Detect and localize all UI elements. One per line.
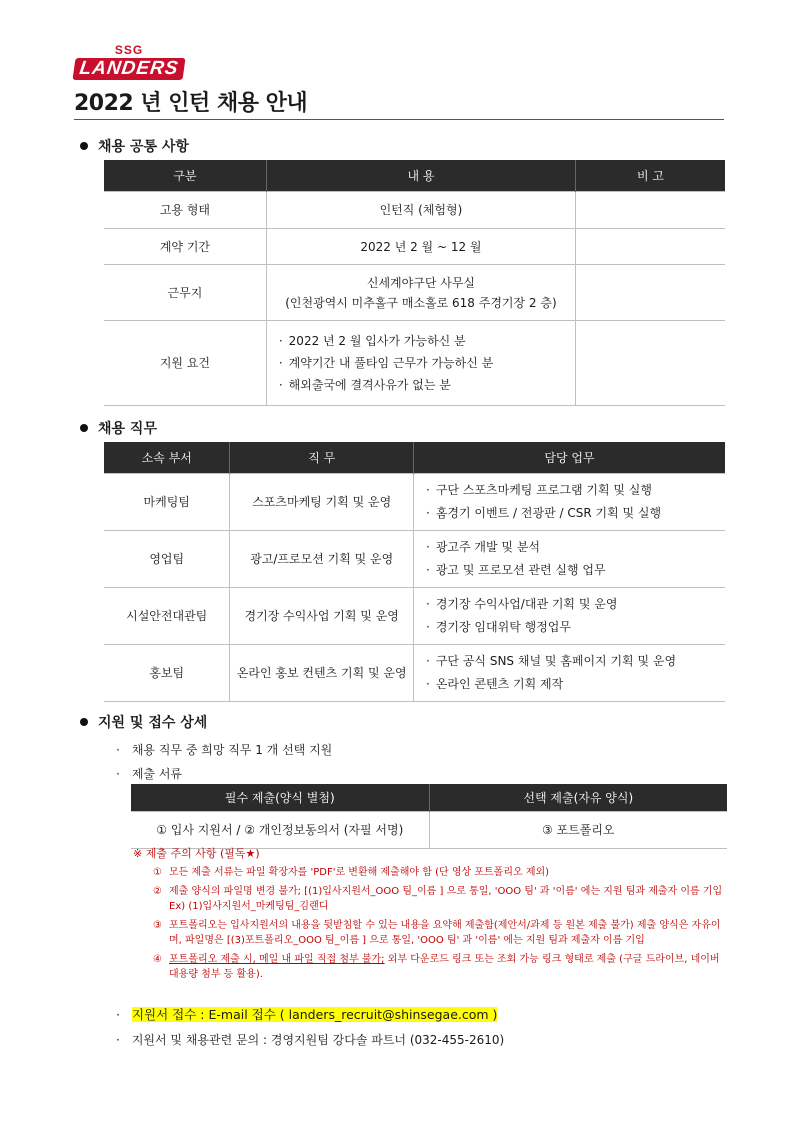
tasks-cell: · 구단 공식 SNS 채널 및 홈페이지 기획 및 운영 · 온라인 콘텐츠 기획 제작 bbox=[414, 645, 725, 702]
row-content: 2022 년 2 월 ~ 12 월 bbox=[266, 229, 575, 265]
column-header: 직 무 bbox=[230, 442, 414, 474]
row-note bbox=[576, 265, 725, 321]
apply-item-choose-job: · 채용 직무 중 희망 직무 1 개 선택 지원 bbox=[116, 743, 333, 757]
row-label: 고용 형태 bbox=[104, 192, 266, 229]
column-header: 내 용 bbox=[266, 160, 575, 192]
column-header: 비 고 bbox=[576, 160, 725, 192]
note-item: ④ 포트폴리오 제출 시, 메일 내 파일 직접 첨부 불가; 외부 다운로드 링크 또는 조회 가능 링크 형태로 제출 (구글 드라이브, 네이버 대용량 첨부 등 활용). bbox=[153, 954, 720, 980]
apply-item-documents: · 제출 서류 bbox=[116, 767, 183, 781]
table-row bbox=[104, 531, 725, 588]
table-row bbox=[104, 321, 725, 406]
table-row bbox=[104, 192, 725, 229]
dept-cell: 홍보팀 bbox=[104, 645, 230, 702]
note-item: ① 모든 제출 서류는 파일 확장자를 'PDF'로 변환해 제출해야 함 (단 영상 포트폴리오 제외) bbox=[153, 867, 550, 878]
logo-landers-text: LANDERS bbox=[72, 58, 185, 80]
column-header: 담당 업무 bbox=[414, 442, 725, 474]
dept-cell: 영업팀 bbox=[104, 531, 230, 588]
job-cell: 스포츠마케팅 기획 및 운영 bbox=[230, 474, 414, 531]
tasks-cell: · 구단 스포츠마케팅 프로그램 기획 및 실행 · 홈경기 이벤트 / 전광판 / CSR 기획 및 실행 bbox=[414, 474, 725, 531]
table-row bbox=[104, 588, 725, 645]
logo-ssg-text: SSG bbox=[114, 43, 144, 57]
tasks-cell: · 광고주 개발 및 분석 · 광고 및 프로모션 관련 실행 업무 bbox=[414, 531, 725, 588]
landers-logo bbox=[74, 44, 184, 80]
row-content: · 2022 년 2 월 입사가 가능하신 분 · 계약기간 내 풀타임 근무가 가능하신 분 · 해외출국에 결격사유가 없는 분 bbox=[266, 321, 575, 406]
section-heading-apply: 지원 및 접수 상세 bbox=[80, 712, 207, 732]
job-cell: 경기장 수익사업 기획 및 운영 bbox=[230, 588, 414, 645]
table-row bbox=[104, 474, 725, 531]
optional-docs-cell: ③ 포트폴리오 bbox=[429, 812, 727, 849]
row-note bbox=[576, 192, 725, 229]
bullet-dot-icon bbox=[80, 424, 88, 432]
email-submission-line: · 지원서 접수 : E-mail 접수 ( landers_recruit@shinsegae.com ) bbox=[116, 1007, 498, 1022]
note-item: ② 제출 양식의 파일명 변경 불가; [(1)입사지원서_OOO 팀_이름 ] 으로 통일, 'OOO 팀' 과 '이름' 에는 지원 팀과 제출자 이름 기입 Ex) (1)입사지원서_마케팅팀_김랜디 bbox=[153, 886, 723, 912]
job-cell: 온라인 홍보 컨텐츠 기획 및 운영 bbox=[230, 645, 414, 702]
table-header-row bbox=[104, 442, 725, 474]
row-content: 신세계야구단 사무실 (인천광역시 미추홀구 매소홀로 618 주경기장 2 층) bbox=[266, 265, 575, 321]
submission-notes bbox=[133, 846, 728, 986]
common-info-table bbox=[104, 160, 725, 406]
table-header-row bbox=[131, 784, 727, 812]
jobs-table bbox=[104, 442, 725, 702]
contact-line: · 지원서 및 채용관련 문의 : 경영지원팀 강다솔 파트너 (032-455-2610) bbox=[116, 1033, 505, 1047]
required-docs-cell: ① 입사 지원서 / ② 개인정보동의서 (자필 서명) bbox=[131, 812, 429, 849]
row-label: 지원 요건 bbox=[104, 321, 266, 406]
table-row bbox=[131, 812, 727, 849]
table-header-row bbox=[104, 160, 725, 192]
row-label: 근무지 bbox=[104, 265, 266, 321]
column-header: 선택 제출(자유 양식) bbox=[429, 784, 727, 812]
dept-cell: 시설안전대관팀 bbox=[104, 588, 230, 645]
table-row bbox=[104, 265, 725, 321]
job-cell: 광고/프로모션 기획 및 운영 bbox=[230, 531, 414, 588]
dept-cell: 마케팅팀 bbox=[104, 474, 230, 531]
documents-table bbox=[131, 784, 727, 849]
row-label: 계약 기간 bbox=[104, 229, 266, 265]
bullet-dot-icon bbox=[80, 718, 88, 726]
row-content: 인턴직 (체험형) bbox=[266, 192, 575, 229]
title-divider bbox=[74, 119, 724, 120]
notes-heading: ※ 제출 주의 사항 (필독★) bbox=[133, 847, 260, 860]
row-note bbox=[576, 229, 725, 265]
tasks-cell: · 경기장 수익사업/대관 기획 및 운영 · 경기장 임대위탁 행정업무 bbox=[414, 588, 725, 645]
section-heading-jobs: 채용 직무 bbox=[80, 418, 157, 438]
column-header: 소속 부서 bbox=[104, 442, 230, 474]
row-note bbox=[576, 321, 725, 406]
note-item: ③ 포트폴리오는 입사지원서의 내용을 뒷받침할 수 있는 내용을 요약해 제출함(제안서/과제 등 원본 제출 불가) 제출 양식은 자유이며, 파일명은 [(3)포트폴리오_OOO 팀_이름 ] 으로 통일, 'OOO 팀' 과 '이름' 에는 지원 팀과 제출자 이름 기입 bbox=[153, 920, 721, 946]
column-header: 필수 제출(양식 별첨) bbox=[131, 784, 429, 812]
table-row bbox=[104, 229, 725, 265]
table-row bbox=[104, 645, 725, 702]
page-title: 2022 년 인턴 채용 안내 bbox=[74, 91, 308, 116]
section-heading-common: 채용 공통 사항 bbox=[80, 136, 189, 156]
column-header: 구분 bbox=[104, 160, 266, 192]
bullet-dot-icon bbox=[80, 142, 88, 150]
email-highlight: 지원서 접수 : E-mail 접수 ( landers_recruit@shinsegae.com ) bbox=[131, 1007, 498, 1022]
